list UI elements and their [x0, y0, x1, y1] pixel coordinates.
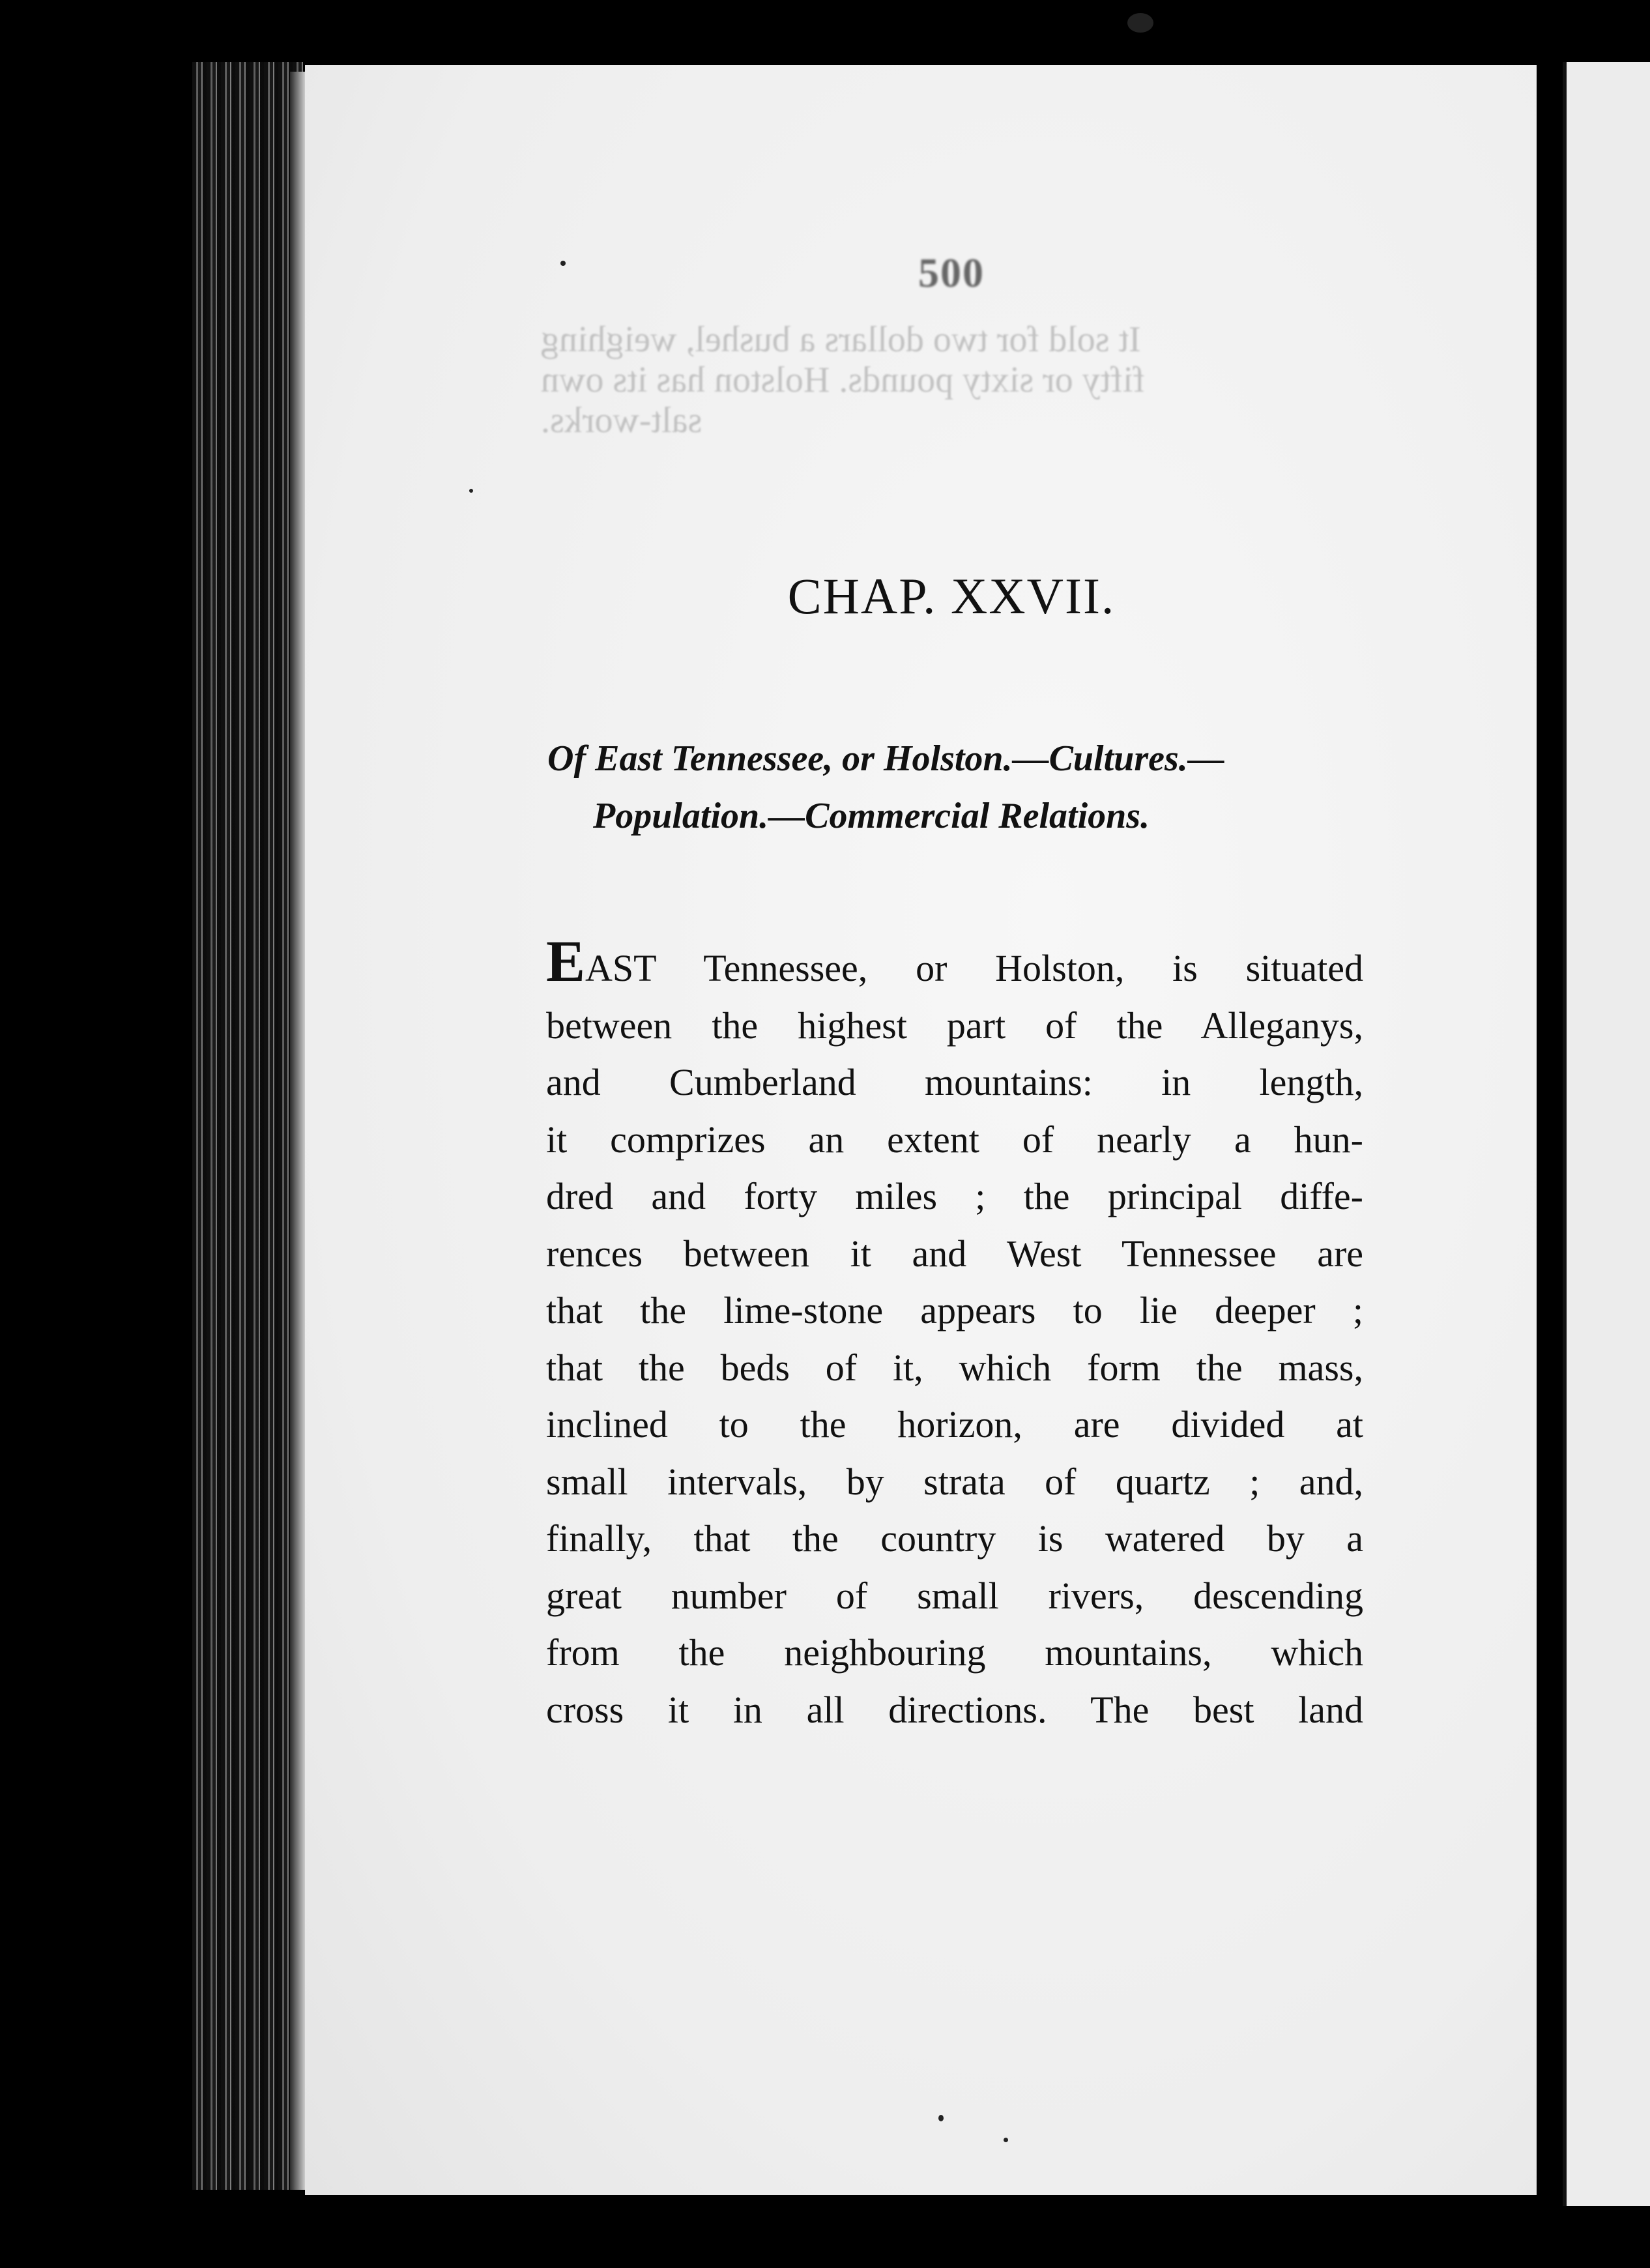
- bleed-line: fifty or sixty pounds. Holston has its own: [541, 360, 1146, 400]
- body-line: finally, that the country is watered by a: [546, 1517, 1363, 1560]
- chapter-subtitle: [547, 730, 1395, 845]
- bleed-through-text: [541, 319, 1388, 441]
- body-line: great number of small rivers, descending: [546, 1574, 1363, 1617]
- bleed-line: It sold for two dollars a bushel, weighing: [541, 319, 1141, 360]
- speck: [1004, 2138, 1008, 2142]
- subtitle-line: Of East Tennessee, or Holston.—Cultures.—: [547, 738, 1224, 779]
- body-line: it comprizes an extent of nearly a hun-: [546, 1118, 1363, 1161]
- body-line: cross it in all directions. The best land: [546, 1688, 1363, 1731]
- drop-cap: E: [546, 929, 586, 994]
- body-line: that the lime-stone appears to lie deeper ;: [546, 1289, 1363, 1331]
- first-line-text: AST Tennessee, or Holston, is situated: [585, 947, 1363, 989]
- page-fold-shadow: [290, 72, 306, 2190]
- body-line: inclined to the horizon, are divided at: [546, 1403, 1363, 1446]
- speck: [1127, 13, 1153, 33]
- body-line-first: [546, 929, 1363, 997]
- book-page-edges: [192, 62, 303, 2190]
- body-line: from the neighbouring mountains, which: [546, 1631, 1363, 1674]
- page-number: 500: [918, 250, 985, 296]
- subtitle-line: Population.—Commercial Relations.: [593, 796, 1150, 836]
- facing-page-edge: [1563, 62, 1650, 2206]
- body-line: that the beds of it, which form the mass,: [546, 1346, 1363, 1389]
- body-line: between the highest part of the Alleganys,: [546, 1004, 1363, 1047]
- speck: [938, 2115, 944, 2121]
- speck: [469, 489, 473, 493]
- body-line: rences between it and West Tennessee are: [546, 1232, 1363, 1275]
- body-line: dred and forty miles ; the principal diffe-: [546, 1175, 1363, 1217]
- body-paragraph: [546, 929, 1363, 1738]
- body-line: and Cumberland mountains: in length,: [546, 1061, 1363, 1103]
- bleed-line: salt-works.: [541, 400, 702, 441]
- gutter: [1537, 62, 1563, 2213]
- chapter-title: CHAP. XXVII.: [787, 568, 1116, 624]
- speck: [560, 261, 566, 266]
- body-line: small intervals, by strata of quartz ; and,: [546, 1460, 1363, 1503]
